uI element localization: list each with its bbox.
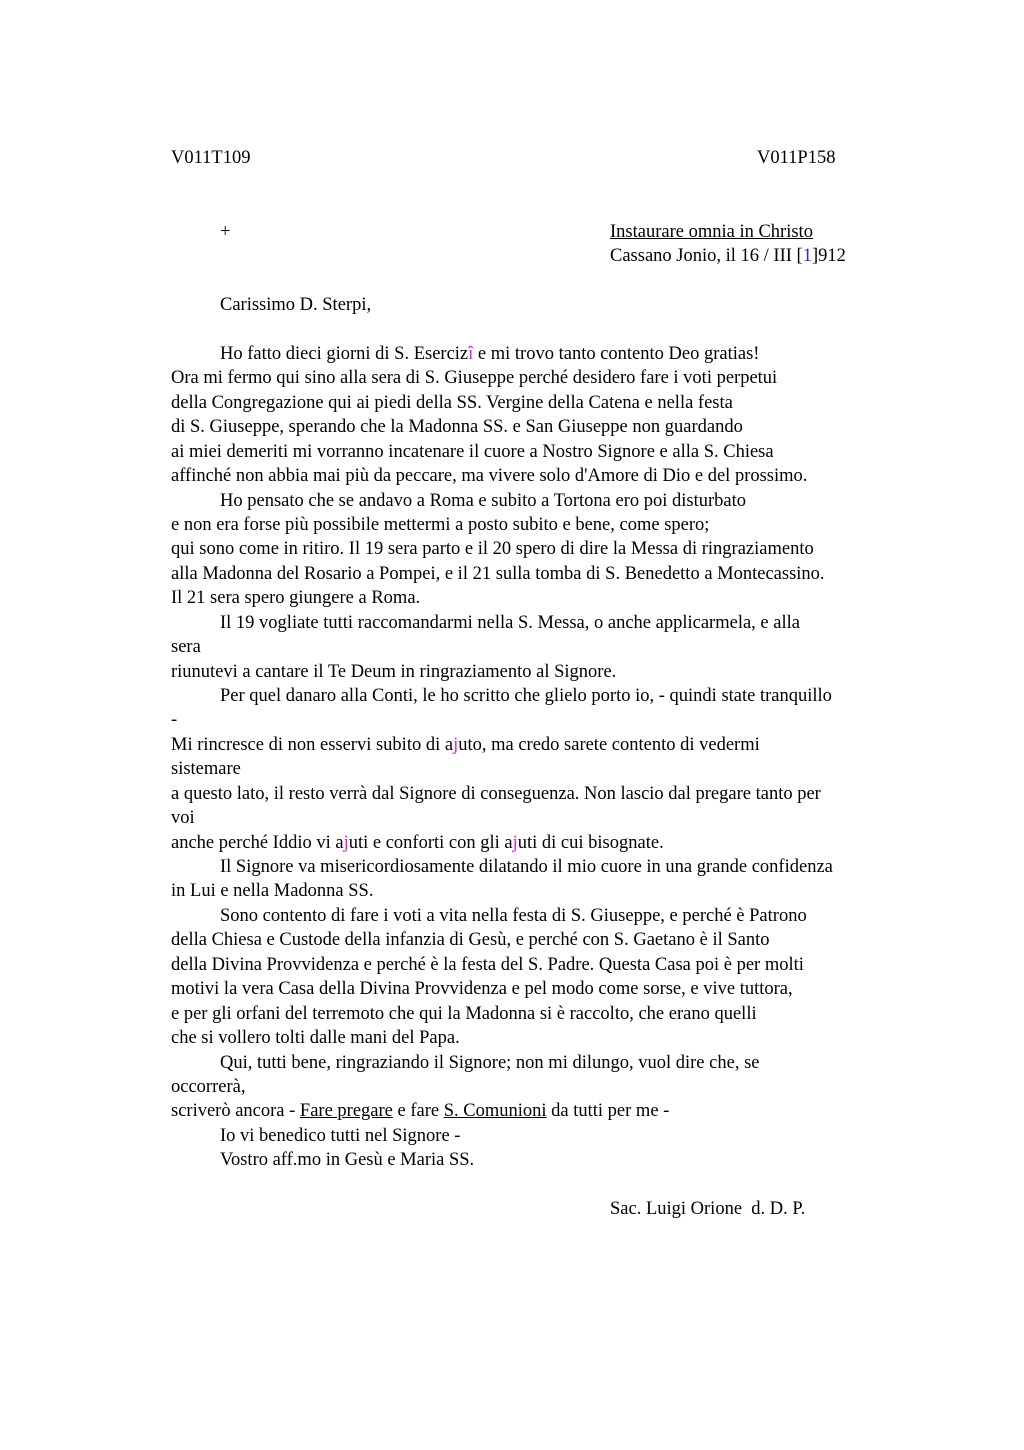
highlight-char: j (453, 735, 459, 755)
text-run: anche perché Iddio vi a (171, 833, 344, 853)
salutation: Carissimo D. Sterpi, (220, 295, 372, 315)
document-code-left: V011T109 (171, 148, 251, 168)
body-line: affinché non abbia mai più da peccare, ma vivere solo d'Amore di Dio e del prossimo. (171, 466, 808, 486)
body-line (220, 342, 759, 366)
dateline-year: ]912 (811, 246, 846, 266)
body-line: Il 19 vogliate tutti raccomandarmi nella S. Messa, o anche applicarmela, e alla (220, 613, 800, 633)
body-line (171, 733, 760, 757)
text-run: Ho fatto dieci giorni di S. Eserciz (220, 344, 469, 364)
body-line: della Chiesa e Custode della infanzia di Gesù, e perché con S. Gaetano è il Santo (171, 930, 770, 950)
dateline-mark: 1 (802, 246, 812, 266)
body-line: occorrerà, (171, 1077, 246, 1097)
text-run: Mi rincresce di non esservi subito di a (171, 735, 454, 755)
body-line: Il 21 sera spero giungere a Roma. (171, 588, 421, 608)
text-run: uto, ma credo sarete contento di vedermi (458, 735, 760, 755)
text-run: e fare (392, 1101, 444, 1121)
body-line: Per quel danaro alla Conti, le ho scritto che glielo porto io, - quindi state tranquillo (220, 686, 832, 706)
body-line: Io vi benedico tutti nel Signore - (220, 1126, 461, 1146)
underlined-phrase: Fare pregare (299, 1101, 393, 1121)
text-run: scriverò ancora - (171, 1101, 300, 1121)
body-line: Ora mi fermo qui sino alla sera di S. Giuseppe perché desidero fare i voti perpetui (171, 368, 778, 388)
closing-line: Vostro aff.mo in Gesù e Maria SS. (220, 1150, 475, 1170)
text-run: e mi trovo tanto contento Deo gratias! (473, 344, 760, 364)
underlined-phrase: S. Comunioni (443, 1101, 547, 1121)
body-line: motivi la vera Casa della Divina Provvidenza e pel modo come sorse, e vive tuttora, (171, 979, 793, 999)
text-run: uti e conforti con gli a (348, 833, 513, 853)
cross-symbol: + (220, 222, 231, 242)
body-line: di S. Giuseppe, sperando che la Madonna SS. e San Giuseppe non guardando (171, 417, 743, 437)
signature: Sac. Luigi Orione d. D. P. (610, 1199, 806, 1219)
body-line: che si vollero tolti dalle mani del Papa. (171, 1028, 460, 1048)
body-line (171, 831, 664, 855)
body-line: Sono contento di fare i voti a vita nella festa di S. Giuseppe, e perché è Patrono (220, 906, 807, 926)
document-code-right: V011P158 (757, 148, 836, 168)
body-line: riunutevi a cantare il Te Deum in ringraziamento al Signore. (171, 662, 617, 682)
body-line: sistemare (171, 759, 241, 779)
body-line: Qui, tutti bene, ringraziando il Signore; non mi dilungo, vuol dire che, se (220, 1053, 760, 1073)
highlight-char: j (512, 833, 518, 853)
dateline (610, 244, 846, 268)
body-line: e per gli orfani del terremoto che qui la Madonna si è raccolto, che erano quelli (171, 1004, 757, 1024)
text-run: da tutti per me - (546, 1101, 670, 1121)
dateline-text: Cassano Jonio, il 16 / III [ (610, 246, 803, 266)
body-line: della Divina Provvidenza e perché è la festa del S. Padre. Questa Casa poi è per molti (171, 955, 804, 975)
body-line: a questo lato, il resto verrà dal Signore di conseguenza. Non lascio dal pregare tanto per (171, 784, 821, 804)
text-run: uti di cui bisognate. (517, 833, 664, 853)
body-line: qui sono come in ritiro. Il 19 sera parto e il 20 spero di dire la Messa di ringraziamento (171, 539, 814, 559)
body-line: della Congregazione qui ai piedi della SS. Vergine della Catena e nella festa (171, 393, 733, 413)
body-line: in Lui e nella Madonna SS. (171, 881, 374, 901)
highlight-char: j (343, 833, 349, 853)
body-line: - (171, 710, 178, 730)
body-line: e non era forse più possibile mettermi a posto subito e bene, come spero; (171, 515, 710, 535)
motto: Instaurare omnia in Christo (610, 222, 813, 242)
body-line (171, 1099, 669, 1123)
highlight-char: î (468, 344, 474, 364)
body-line: Il Signore va misericordiosamente dilatando il mio cuore in una grande confidenza (220, 857, 833, 877)
body-line: ai miei demeriti mi vorranno incatenare il cuore a Nostro Signore e alla S. Chiesa (171, 442, 774, 462)
body-line: sera (171, 637, 201, 657)
body-line: Ho pensato che se andavo a Roma e subito a Tortona ero poi disturbato (220, 491, 746, 511)
body-line: alla Madonna del Rosario a Pompei, e il 21 sulla tomba di S. Benedetto a Montecassino. (171, 564, 825, 584)
body-line: voi (171, 808, 195, 828)
